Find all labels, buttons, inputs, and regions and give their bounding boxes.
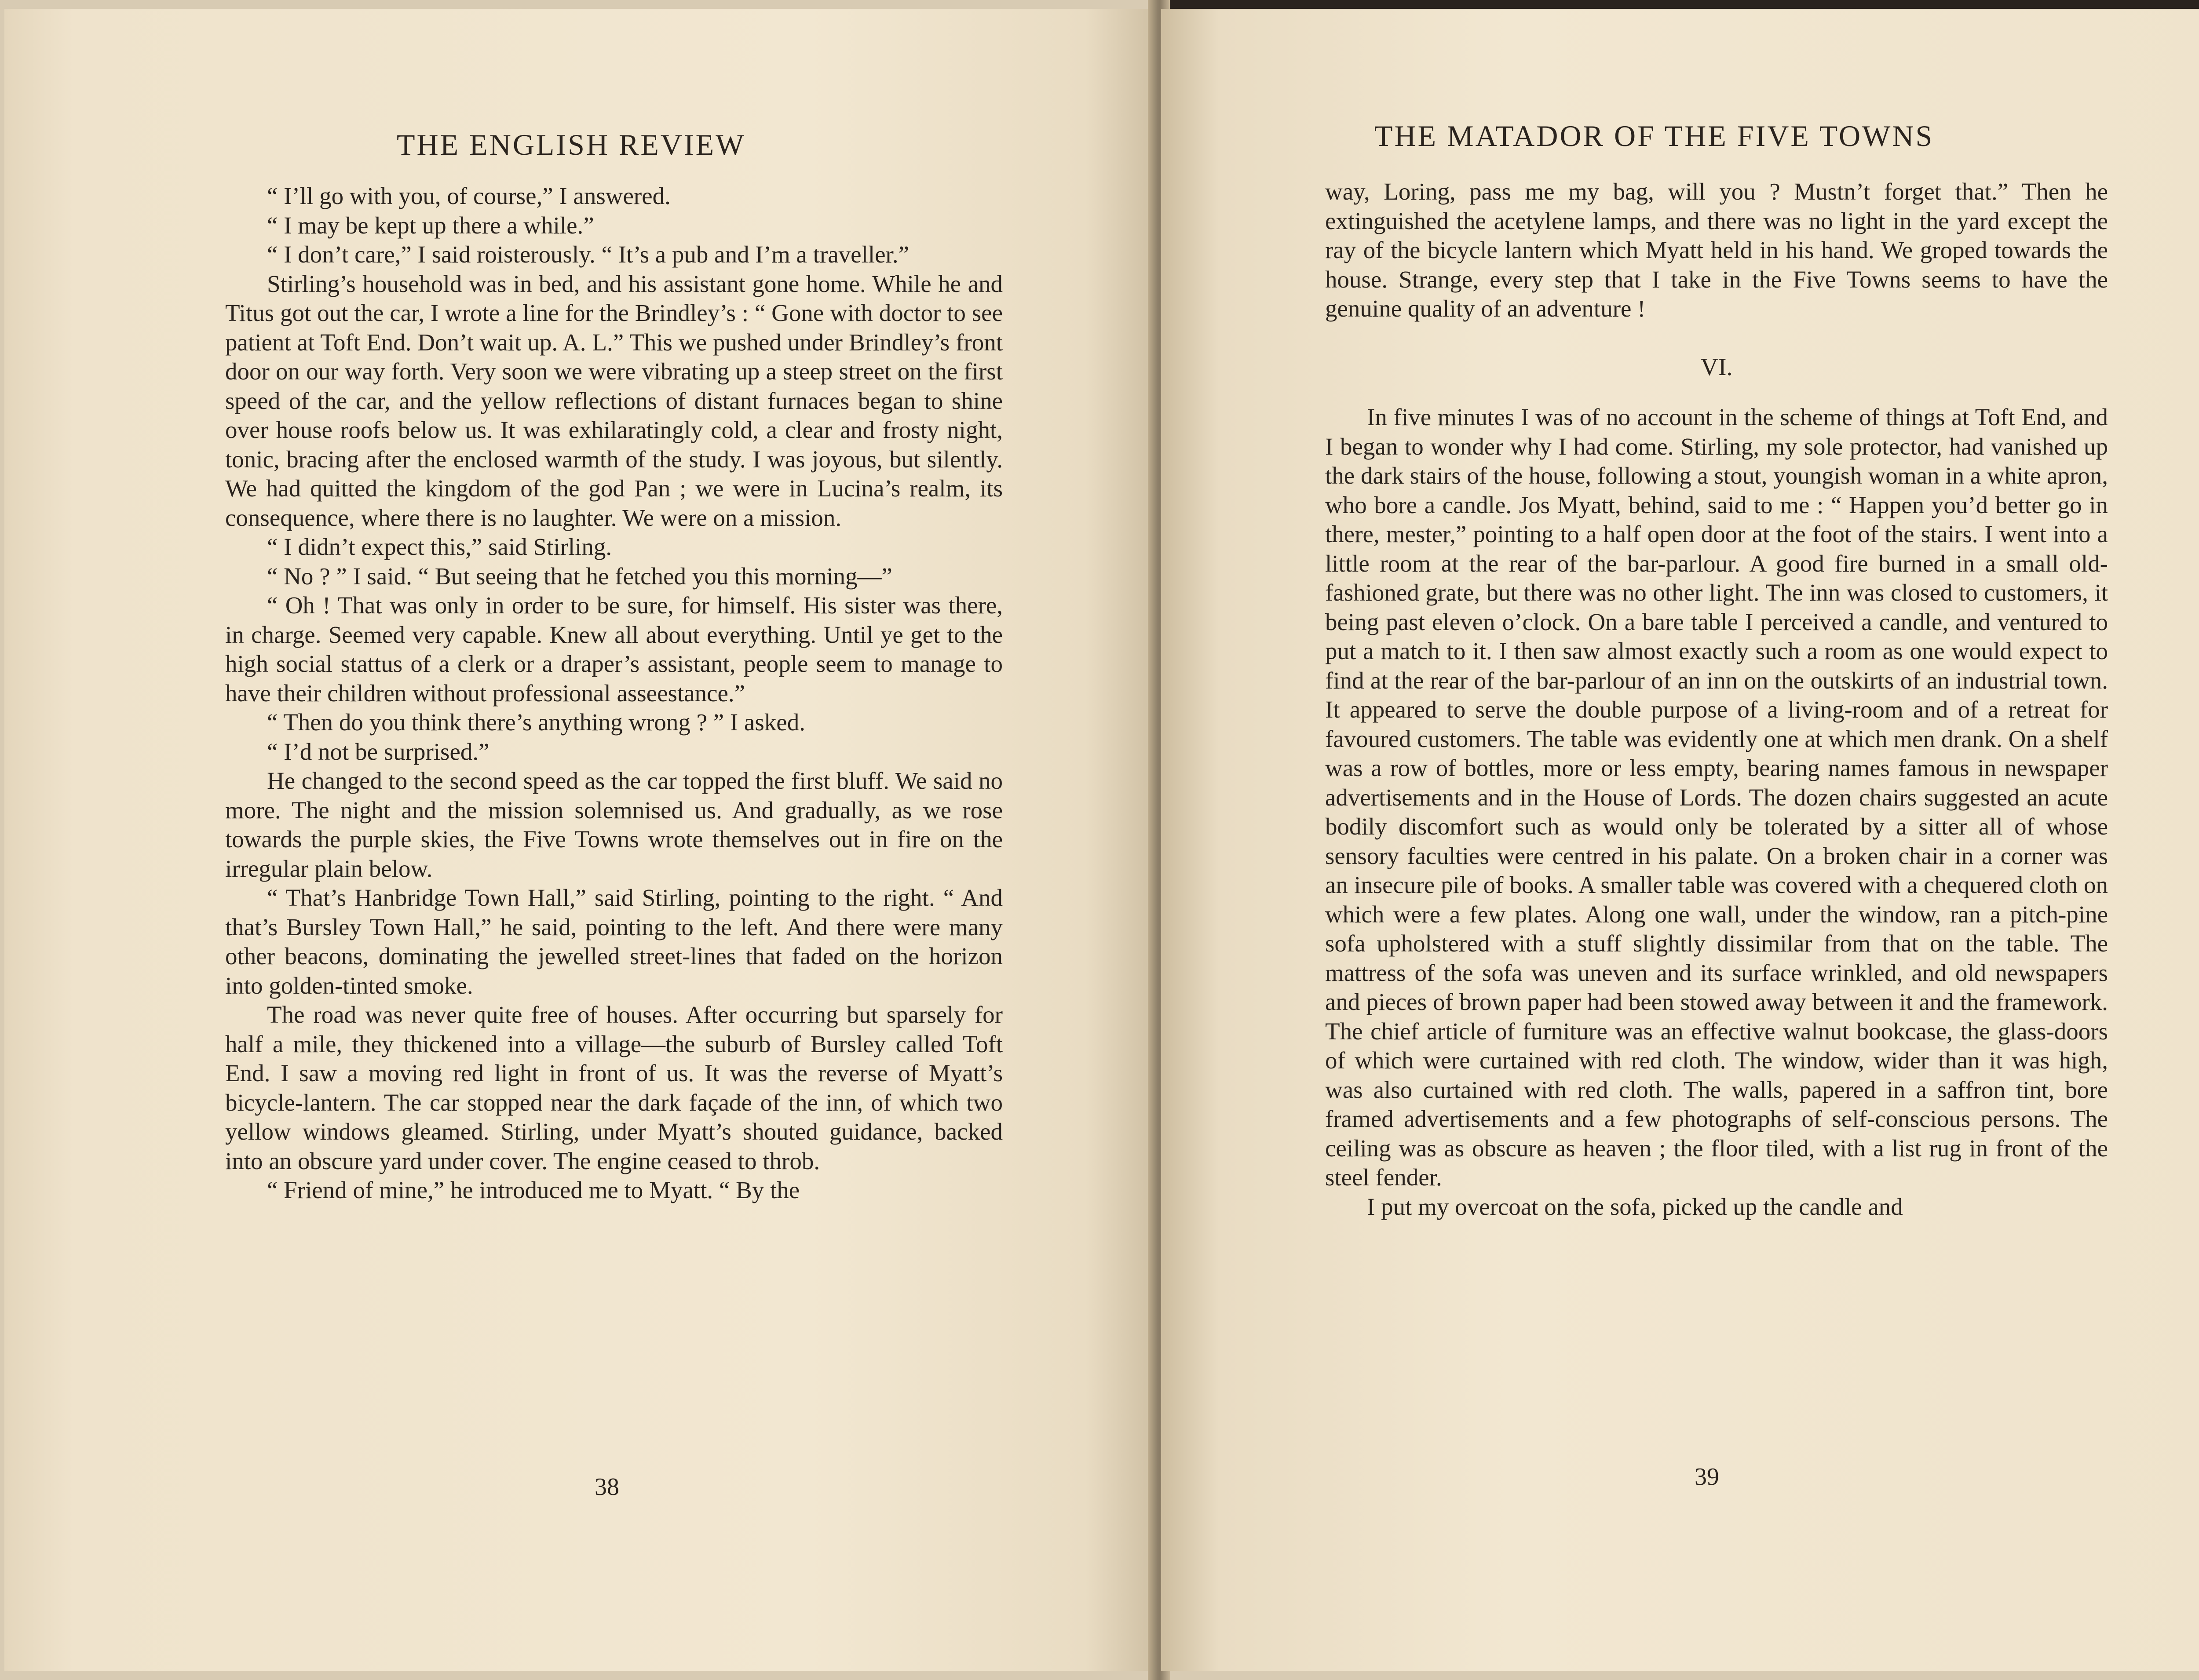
right-paragraph: I put my overcoat on the sofa, picked up the candle and [1367,1193,1903,1220]
section-heading: VI. [1700,353,1733,381]
left-page-number: 38 [595,1473,619,1501]
left-paragraph: “ No ? ” I said. “ But seeing that he fetched you this morning—” [267,562,892,590]
left-running-head: THE ENGLISH REVIEW [397,128,746,161]
left-paragraph: “ I’d not be surprised.” [267,738,489,765]
left-paragraph: “ I may be kept up there a while.” [267,211,594,239]
left-paragraph: The road was never quite free of houses. After occurring but sparsely for half a mile, they thickened into a village—the suburb of Bursley called Toft End. I saw a moving red light in front of us. It was the reverse of Myatt’s bicycle-lantern. The car stopped near the dark façade of the inn, of which two yellow windows gleamed. Stirling, under Myatt’s shouted guidance, backed into an obscure yard under cover. The engine ceased to throb. [225,1001,1003,1174]
left-paragraph: He changed to the second speed as the car topped the first bluff. We said no more. The night and the mission solemnised us. And gradually, as we rose towards the purple skies, the Five Towns wrote themselves out in fire on the irregular plain below. [225,767,1003,882]
right-paragraph: In five minutes I was of no account in the scheme of things at Toft End, and I began to wonder why I had come. Stirling, my sole protector, had vanished up the dark stairs of the house, following a stout, youngish woman in a white apron, who bore a candle. Jos Myatt, behind, said to me : “ Happen you’d better go in there, mester,” pointing to a half open door at the foot of the stairs. I went into a little room at the rear of the bar-parlour. A good fire burned in a small old-fashioned grate, but there was no other light. The inn was closed to customers, it being past eleven o’clock. On a bare table I perceived a candle, and ventured to put a match to it. I then saw almost exactly such a room as one would expect to find at the rear of the bar-parlour of an inn on the outskirts of an industrial town. It appeared to serve the double purpose of a living-room and of a retreat for favoured customers. The table was evidently one at which men drank. On a shelf was a row of bottles, more or less empty, bearing names famous in newspaper advertisements and in the House of Lords. The dozen chairs suggested an acute bodily discomfort such as would only be tolerated by a sitter all of whose sensory faculties were centred in his palate. On a broken chair in a corner was an insecure pile of books. A smaller table was covered with a chequered cloth on which were a few plates. Along one wall, under the window, ran a pitch-pine sofa upholstered with a stuff slightly dissimilar from that on the table. The mattress of the sofa was uneven and its surface wrinkled, and old newspapers and pieces of brown paper had been stowed away between it and the framework. The chief article of furniture was an effective walnut bookcase, the glass-doors of which were curtained with red cloth. The window, wider than it was high, was also curtained with red cloth. The walls, papered in a saffron tint, bore framed advertisements and a few photographs of self-conscious persons. The ceiling was as obscure as heaven ; the floor tiled, with a list rug in front of the steel fender. [1325,404,2108,1191]
left-paragraph: “ Friend of mine,” he introduced me to Myatt. “ By the [267,1177,800,1203]
left-page [4,9,1154,1671]
left-paragraph: “ I don’t care,” I said roisterously. “ It’s a pub and I’m a traveller.” [267,241,909,268]
left-paragraph: “ That’s Hanbridge Town Hall,” said Stirling, pointing to the right. “ And that’s Bursley Town Hall,” he said, pointing to the left. And there were many other beacons, dominating the jewelled street-lines that faded on the horizon into golden-tinted smoke. [225,884,1003,999]
left-body-text [225,182,1003,1205]
left-paragraph: “ Then do you think there’s anything wrong ? ” I asked. [267,709,805,736]
left-paragraph: Stirling’s household was in bed, and his assistant gone home. While he and Titus got out the car, I wrote a line for the Brindley’s : “ Gone with doctor to see patient at Toft End. Don’t wait up. A. L.” This we pushed under Brindley’s front door on our way forth. Very soon we were vibrating up a steep street on the first speed of the car, and the yellow reflections of distant furnaces began to shine over house roofs below us. It was exhilaratingly cold, a clear and frosty night, tonic, bracing after the enclosed warmth of the study. I was joyous, but silently. We had quitted the kingdom of the god Pan ; we were in Lucina’s realm, its consequence, where there is no laughter. We were on a mission. [225,270,1003,531]
right-body-text [1325,177,2108,1221]
page-top-edge [1161,0,2199,10]
right-running-head: THE MATADOR OF THE FIVE TOWNS [1374,119,1934,153]
left-paragraph: “ I didn’t expect this,” said Stirling. [267,533,612,560]
right-page [1161,9,2199,1671]
left-paragraph: “ I’ll go with you, of course,” I answered. [267,182,671,209]
right-continuation-paragraph: way, Loring, pass me my bag, will you ? Mustn’t forget that.” Then he extinguished the acetylene lamps, and there was no light in the yard except the ray of the bicycle lantern which Myatt held in his hand. We groped towards the house. Strange, every step that I take in the Five Towns seems to have the genuine quality of an adventure ! [1325,178,2108,322]
left-paragraph: “ Oh ! That was only in order to be sure, for himself. His sister was there, in charge. Seemed very capable. Knew all about everything. Until ye get to the high social stattus of a clerk or a draper’s assistant, people seem to manage to have their children without professional asseestance.” [225,592,1003,707]
right-page-number: 39 [1695,1463,1719,1490]
